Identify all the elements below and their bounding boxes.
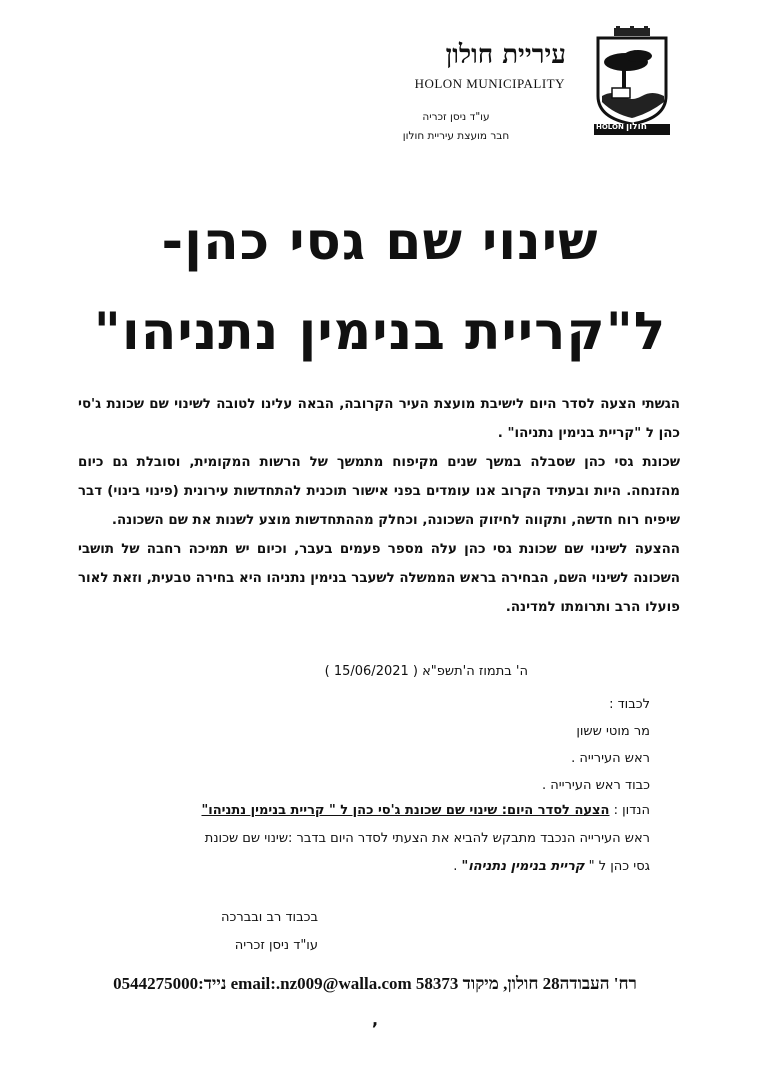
sender-block [346,108,566,146]
request-line-2-bold: קריית בנימין נתניהו" [461,859,585,874]
body-paragraph-2: שכונת גסי כהן שסבלה במשך שנים מקיפוח מתמשך של הרשות המקומית, וסובלת גם כיום מהזנחה. היות ובעתיד הקרוב אנו עומדים בפני אישור תוכנית להתחדשות עירונית (פינוי בינוי) דבר שיפיח רוח חדשה, ותקווה לחיזוק השכונה, וכחלק מההתחדשות מוצע לשנות את שם השכונה. [78,455,680,528]
title-line-1: שינוי שם גסי כהן- [161,212,599,272]
signature-name: עו"ד ניסן זכריה [234,938,318,953]
title-line-2: ל"קריית בנימין נתניהו" [93,302,667,362]
org-name-english: HOLON MUNICIPALITY [414,76,565,91]
holon-emblem-logo [592,26,672,136]
subject-prefix: הנדון : [609,803,650,818]
logo-label-he: חולון [626,122,647,132]
sender-role: חבר מועצת עיריית חולון [402,130,510,142]
subject-line [201,803,650,818]
request-line-2 [90,859,650,874]
logo-label-en: HOLON [596,123,624,131]
body-paragraph-3: ההצעה לשינוי שם שכונת גסי כהן עלה מספר פעמים בעבר, וכיום יש תמיכה רחבה של תושבי השכונה לשינוי השם, הבחירה בראש הממשלה לשעבר בנימין נתניהו היא בחירה טבעית, וזאת לאור פועלו הרב ותרומתו למדינה. [78,542,680,615]
signature-closing: בכבוד רב ובברכה [221,910,318,925]
addressee-line-2: מר מוטי ששון [576,724,650,739]
addressee-line-3: ראש העירייה . [571,751,650,766]
sender-name: עו"ד ניסן זכריה [422,111,490,123]
body-paragraph-1: הגשתי הצעה לסדר היום לישיבת מועצת העיר הקרובה, הבאה עלינו לטובה לשינוי שם שכונת ג'סי כהן ל "קריית בנימין נתניהו" . [78,397,680,441]
footer-contact: רח' העבודה28 חולון, מיקוד 58373 email:.nz009@walla.com נייד:0544275000 [113,974,637,993]
letter-date: ה' בתמוז ה'תשפ"א ( 15/06/2021 ) [324,664,528,679]
addressee-line-4: כבוד ראש העירייה . [542,778,650,793]
letter-body [78,390,680,622]
request-line-1: ראש העירייה הנכבד מתבקש להביא את הצעתי לסדר היום בדבר :שינוי שם שכונת [204,831,650,846]
subject-text: הצעה לסדר היום: שינוי שם שכונת ג'סי כהן ל " קריית בנימין נתניהו" [201,803,610,818]
trailing-mark: , [372,1010,379,1029]
org-name-hebrew: עיריית חולון [445,40,566,70]
request-line-2-plain: גסי כהן ל " [584,859,650,874]
addressee-line-1: לכבוד : [609,697,650,712]
request-line-2-end: . [453,859,462,874]
